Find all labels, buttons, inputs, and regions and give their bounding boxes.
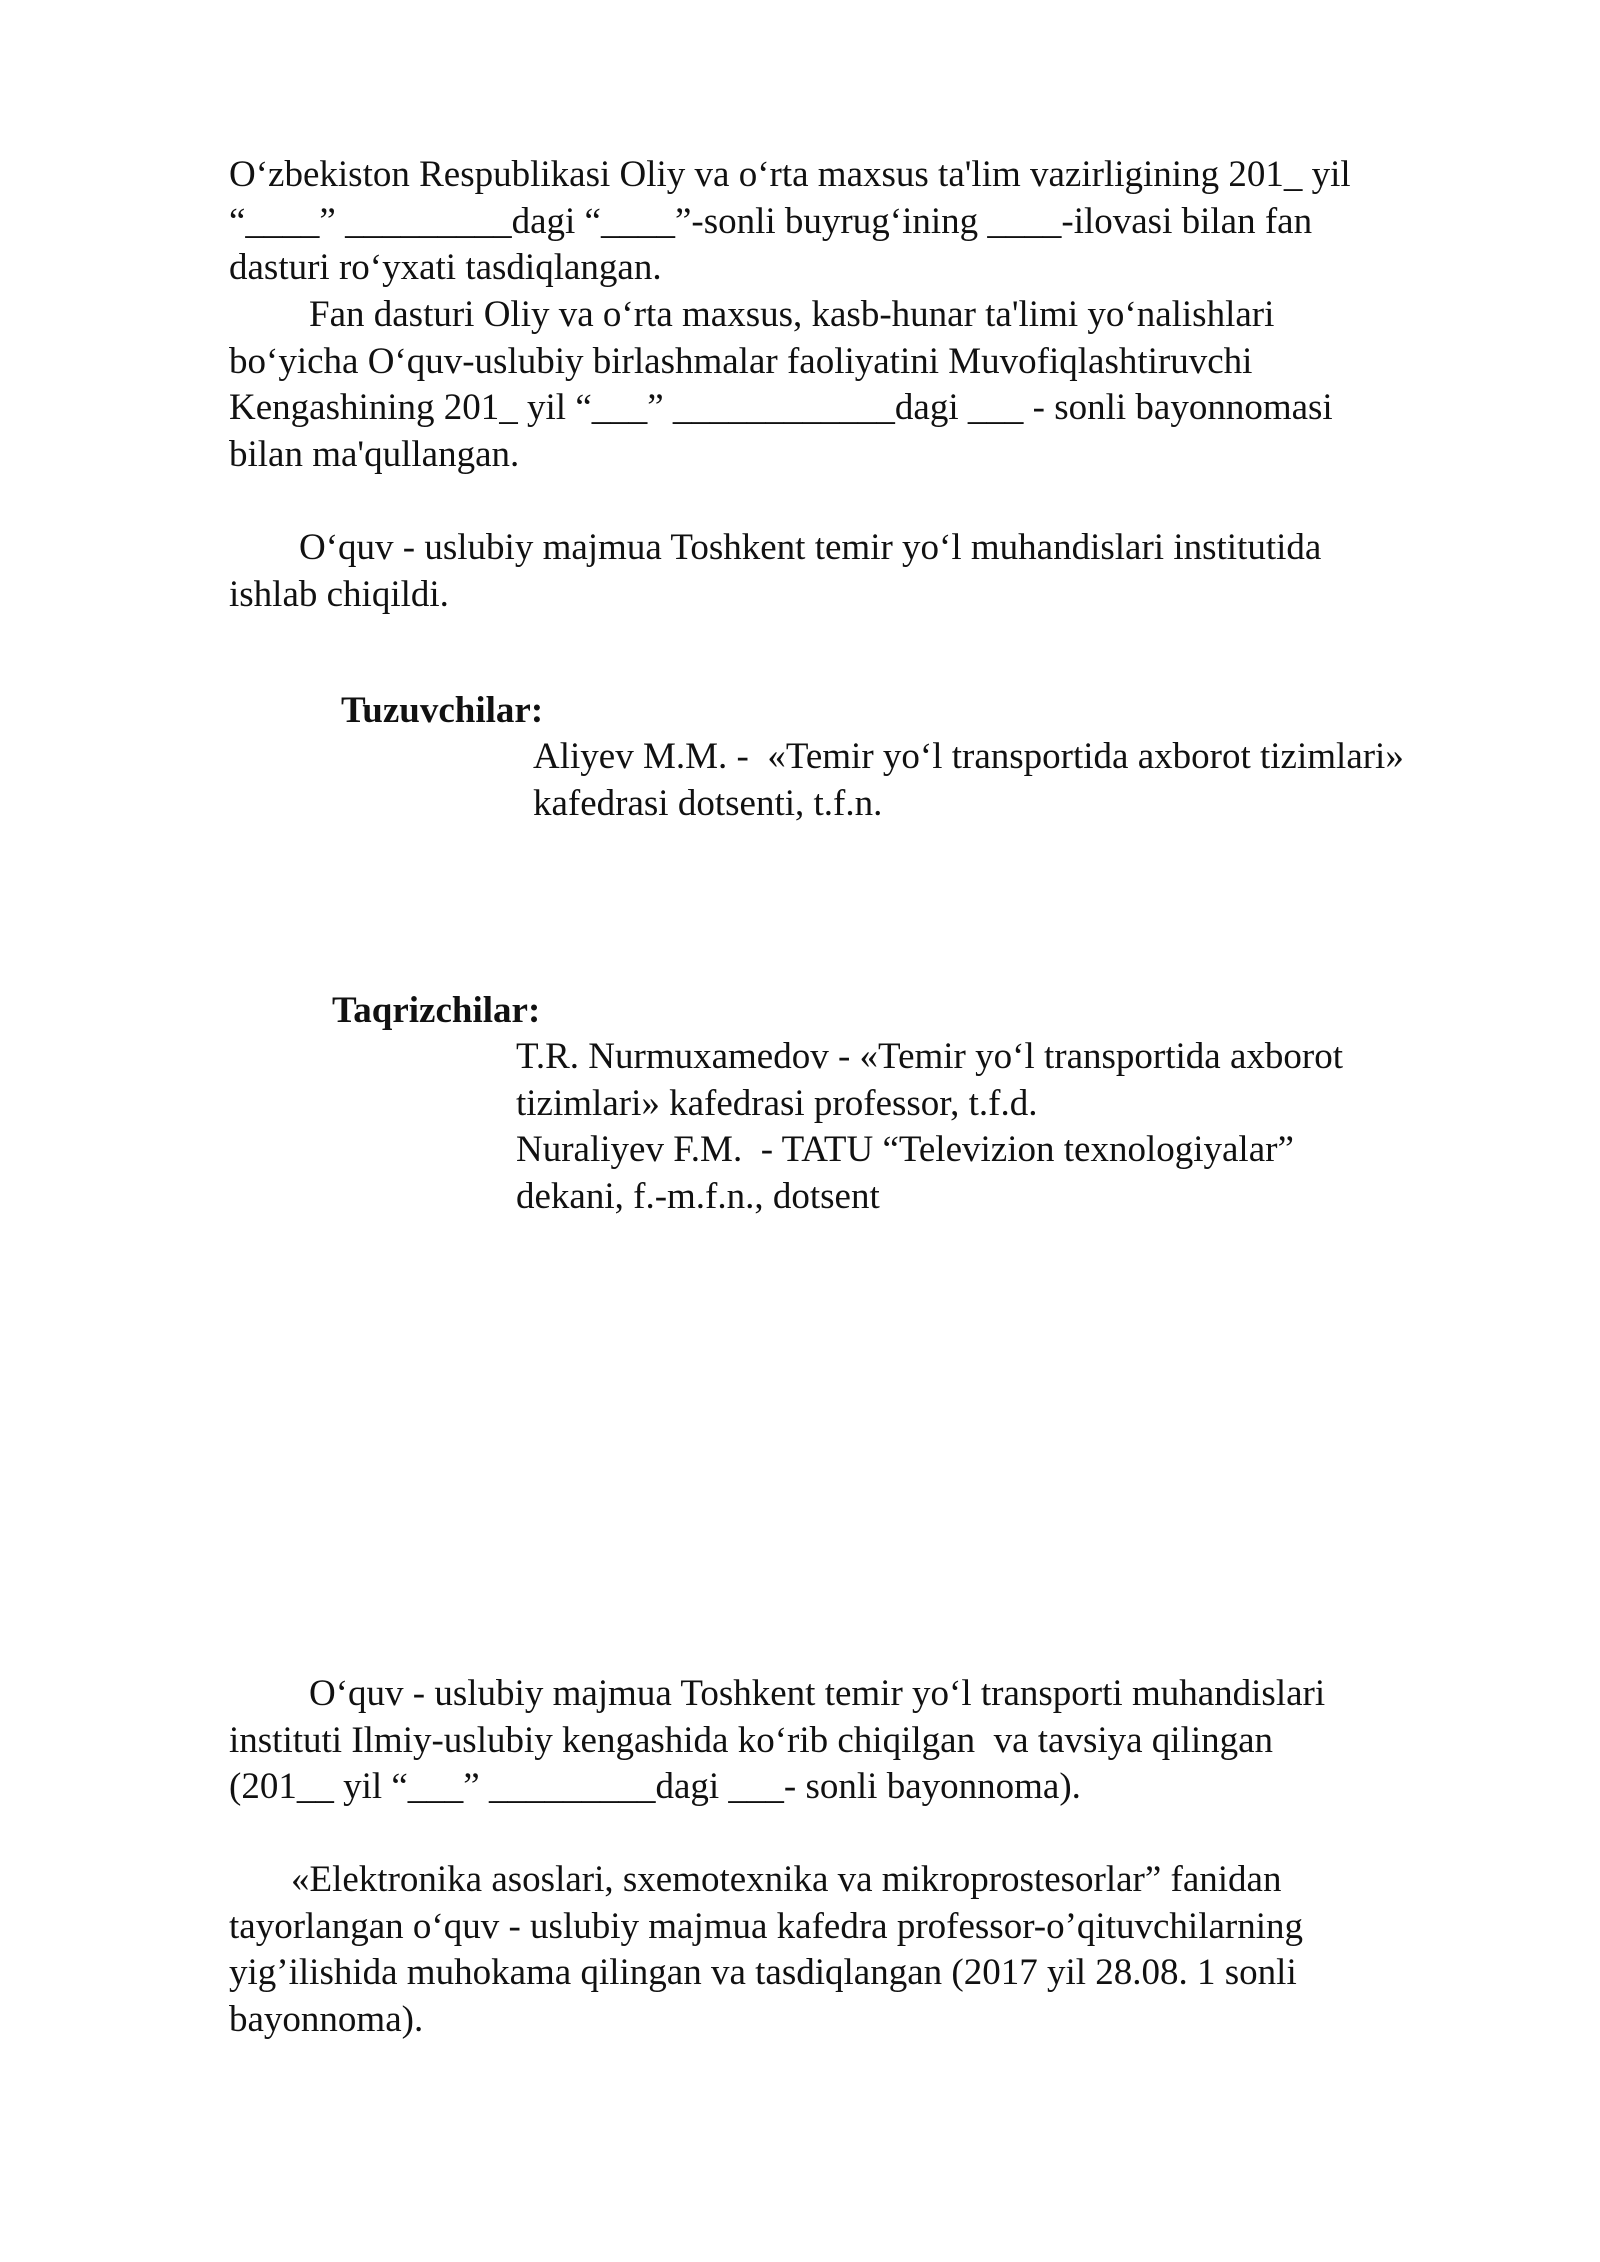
council-line-4: bilan ma'qullangan. xyxy=(229,433,520,475)
development-line-2: ishlab chiqildi. xyxy=(229,573,449,615)
department-approval-paragraph xyxy=(229,1857,1303,2043)
department-line-3: yig’ilishida muhokama qilingan va tasdiqlangan (2017 yil 28.08. 1 sonli xyxy=(229,1952,1297,1993)
development-line-1: O‘quv - uslubiy majmua Toshkent temir yo‘l muhandislari institutida xyxy=(299,527,1322,568)
approval-line-1: O‘zbekiston Respublikasi Oliy va o‘rta maxsus ta'lim vazirligining 201_ yil xyxy=(229,154,1351,195)
recommendation-line-2: instituti Ilmiy-uslubiy kengashida ko‘rib chiqilgan va tavsiya qilingan xyxy=(229,1719,1274,1761)
compilers-heading: Tuzuvchilar: xyxy=(341,690,544,731)
council-line-2: bo‘yicha O‘quv-uslubiy birlashmalar faoliyatini Muvofiqlashtiruvchi xyxy=(229,340,1253,382)
recommendation-line-1: O‘quv - uslubiy majmua Toshkent temir yo‘l transporti muhandislari xyxy=(309,1673,1326,1714)
compilers-list xyxy=(533,734,1404,827)
compiler-line-2: kafedrasi dotsenti, t.f.n. xyxy=(533,782,883,824)
reviewer-line-3: Nuraliyev F.M. - TATU “Televizion texnologiyalar” xyxy=(516,1129,1294,1170)
council-paragraph xyxy=(229,292,1333,478)
reviewer-line-2: tizimlari» kafedrasi professor, t.f.d. xyxy=(516,1082,1038,1124)
reviewer-line-1: T.R. Nurmuxamedov - «Temir yo‘l transportida axborot xyxy=(516,1036,1343,1077)
approval-line-2: “____” _________dagi “____”-sonli buyrug‘ining ____-ilovasi bilan fan xyxy=(229,200,1313,242)
approval-line-3: dasturi ro‘yxati tasdiqlangan. xyxy=(229,247,662,288)
council-line-1: Fan dasturi Oliy va o‘rta maxsus, kasb-hunar ta'limi yo‘nalishlari xyxy=(309,294,1275,335)
recommendation-paragraph xyxy=(229,1671,1325,1811)
development-paragraph xyxy=(229,525,1321,618)
reviewer-line-4: dekani, f.-m.f.n., dotsent xyxy=(516,1175,880,1217)
reviewers-list xyxy=(516,1034,1343,1220)
department-line-1: «Elektronika asoslari, sxemotexnika va mikroprostesorlar” fanidan xyxy=(291,1859,1282,1900)
department-line-2: tayorlangan o‘quv - uslubiy majmua kafedra professor-o’qituvchilarning xyxy=(229,1905,1303,1947)
approval-paragraph xyxy=(229,152,1351,292)
reviewers-heading: Taqrizchilar: xyxy=(332,990,541,1031)
recommendation-line-3: (201__ yil “___” _________dagi ___- sonli bayonnoma). xyxy=(229,1766,1081,1807)
compiler-line-1: Aliyev M.M. - «Temir yo‘l transportida axborot tizimlari» xyxy=(533,736,1404,777)
council-line-3: Kengashining 201_ yil “___” ____________dagi ___ - sonli bayonnomasi xyxy=(229,387,1333,428)
department-line-4: bayonnoma). xyxy=(229,1998,424,2040)
